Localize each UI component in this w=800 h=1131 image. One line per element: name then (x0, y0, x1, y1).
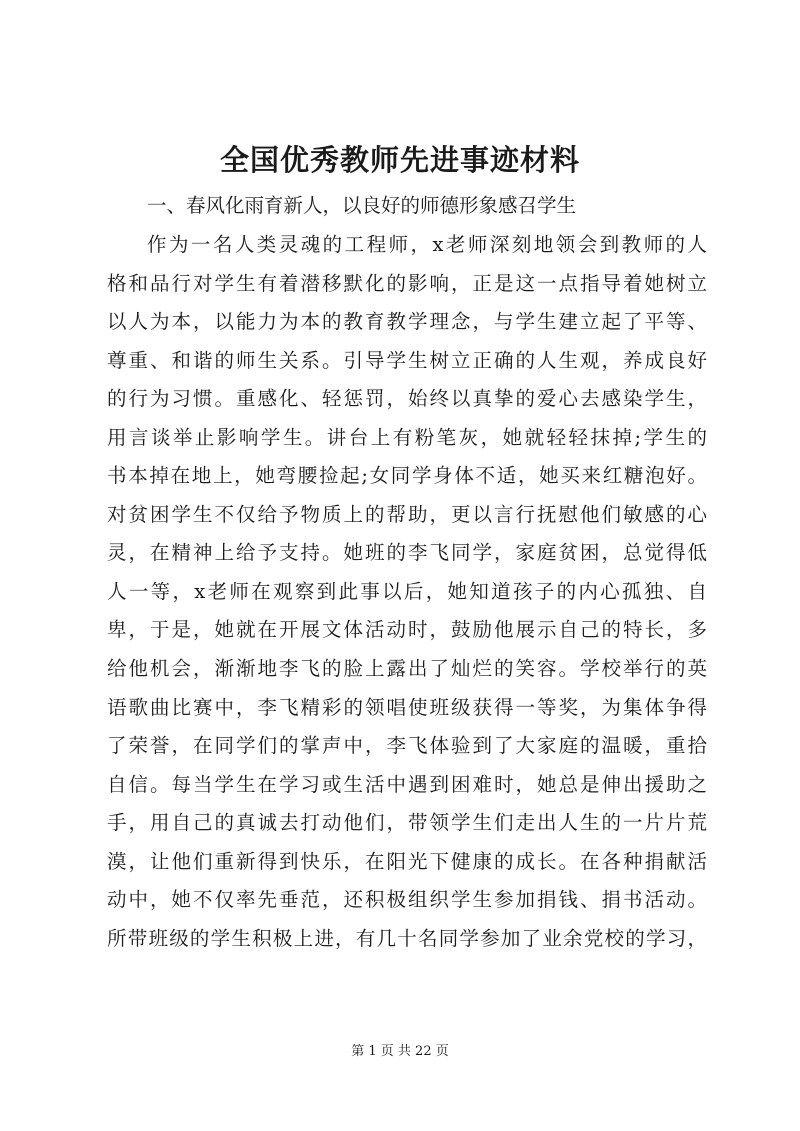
paragraph-line: 作为一名人类灵魂的工程师，x老师深刻地领会到教师的人 (147, 233, 707, 256)
paragraph-line: 格和品行对学生有着潜移默化的影响，正是这一点指导着她树立 (107, 271, 707, 295)
paragraph-line: 人一等，x老师在观察到此事以后，她知道孩子的内心孤独、自 (107, 579, 707, 603)
paragraph-line: 语歌曲比赛中，李飞精彩的领唱使班级获得一等奖，为集体争得 (107, 695, 707, 719)
paragraph-line: 对贫困学生不仅给予物质上的帮助，更以言行抚慰他们敏感的心 (107, 502, 707, 526)
paragraph-line: 手，用自己的真诚去打动他们，带领学生们走出人生的一片片荒 (107, 811, 707, 835)
paragraph-line: 书本掉在地上，她弯腰捡起;女同学身体不适，她买来红糖泡好。 (107, 464, 707, 488)
paragraph-line: 尊重、和谐的师生关系。引导学生树立正确的人生观，养成良好 (107, 348, 707, 372)
section-heading: 一、春风化雨育新人，以良好的师德形象感召学生 (147, 194, 577, 217)
paragraph-line: 给他机会，渐渐地李飞的脸上露出了灿烂的笑容。学校举行的英 (107, 657, 707, 681)
document-title: 全国优秀教师先进事迹材料 (219, 143, 580, 177)
paragraph-line: 用言谈举止影响学生。讲台上有粉笔灰，她就轻轻抹掉;学生的 (107, 425, 707, 449)
page-footer: 第 1 页 共 22 页 (351, 1044, 449, 1059)
paragraph-line: 的行为习惯。重感化、轻惩罚，始终以真挚的爱心去感染学生， (107, 387, 707, 411)
paragraph-line: 漠，让他们重新得到快乐，在阳光下健康的成长。在各种捐献活 (107, 849, 707, 873)
paragraph-line: 所带班级的学生积极上进，有几十名同学参加了业余党校的学习， (107, 926, 707, 950)
paragraph-line: 自信。每当学生在学习或生活中遇到困难时，她总是伸出援助之 (107, 772, 707, 796)
paragraph-line: 动中，她不仅率先垂范，还积极组织学生参加捐钱、捐书活动。 (107, 888, 707, 912)
document-body (107, 226, 707, 958)
paragraph-line: 卑，于是，她就在开展文体活动时，鼓励他展示自己的特长，多 (107, 618, 707, 642)
paragraph-line: 以人为本，以能力为本的教育教学理念，与学生建立起了平等、 (107, 310, 707, 334)
paragraph-line: 灵，在精神上给予支持。她班的李飞同学，家庭贫困，总觉得低 (107, 541, 707, 565)
paragraph-line: 了荣誉，在同学们的掌声中，李飞体验到了大家庭的温暖，重拾 (107, 734, 707, 758)
